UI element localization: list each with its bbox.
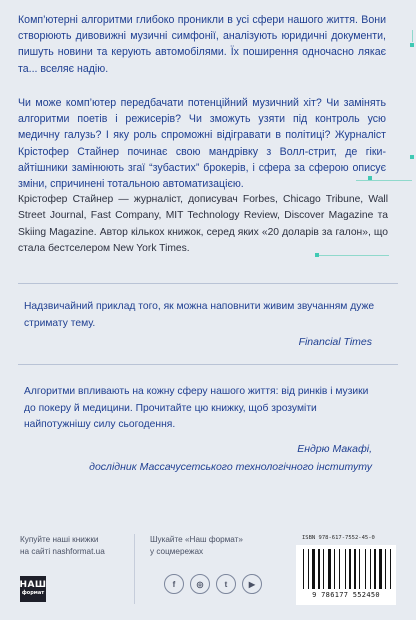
barcode-bar [328, 549, 331, 589]
barcode-bar [323, 549, 324, 589]
barcode-bar [354, 549, 356, 589]
buy-books-line-1: Купуйте наші книжки [20, 535, 99, 544]
social-search-line-2: у соцмережах [150, 547, 204, 556]
intro-paragraph-1: Комп’ютерні алгоритми глибоко проникли в усі сфери нашого життя. Вони створюють дивовижні музичні симфонії, аналізують юридичні документи, пишуть новини та керують автомобілями. Їх поширення одночасно лякає та... вселяє надію. [18, 14, 386, 75]
barcode-bar [308, 549, 309, 589]
divider [18, 283, 398, 284]
divider [18, 364, 398, 365]
footer-separator [134, 534, 135, 604]
publisher-logo-top: НАШ [19, 580, 47, 590]
back-cover-footer [0, 526, 416, 620]
social-icons [164, 574, 262, 594]
author-bio: Крістофер Стайнер — журналіст, дописувач Forbes, Chicago Tribune, Wall Street Journal, Fast Company, MIT Technology Review, Discover Magazine та Skiing Magazine. Автор кількох книжок, серед яких «20 доларів за галон», що стала бестселером New York Times. [18, 194, 388, 254]
review-quote-2: Алгоритми впливають на кожну сферу нашого життя: від ринків і музики до покеру й медицини. Прочитайте цю книжку, щоб зрозуміти найпотужнішу силу сьогодення. [24, 386, 369, 430]
barcode-bar [349, 549, 351, 589]
barcode-bar [370, 549, 371, 589]
isbn-label: ISBN 978-617-7552-45-0 [302, 535, 375, 541]
publisher-logo-bottom: формат [21, 590, 45, 596]
barcode-bar [365, 549, 366, 589]
review-author-name: Ендрю Макафі, [297, 443, 372, 455]
intro-paragraph-2: Чи може комп’ютер передбачати потенційний музичний хіт? Чи замінять алгоритми поетів і режисерів? Чи зможуть узяти під контроль усю медичну галузь? І яку роль спроможні відігравати в політиці? Журналіст Крістофер Стайнер починає свою мандрівку з Волл-стрит, де гіки-айтішники замінюють згаї “зубастих” брокерів, і сфера за сферою описує зміни, спричинені тотальною автоматизацією. [18, 97, 386, 191]
barcode-bar [385, 549, 386, 589]
barcode-bar [374, 549, 376, 589]
barcode-digits: 9 786177 552450 [312, 591, 380, 599]
buy-books-line-2[interactable]: на сайті nashformat.ua [20, 547, 105, 556]
youtube-icon[interactable]: ▶ [242, 574, 262, 594]
isbn-barcode [296, 545, 396, 605]
facebook-icon[interactable]: f [164, 574, 184, 594]
barcode-bar [339, 549, 340, 589]
twitter-icon[interactable]: t [216, 574, 236, 594]
review-attribution-1: Financial Times [298, 336, 372, 348]
barcode-bar [379, 549, 382, 589]
social-search-text [150, 534, 243, 558]
decor-dot [410, 43, 414, 47]
barcode-bar [359, 549, 360, 589]
buy-books-text [20, 534, 105, 558]
barcode-bar [312, 549, 315, 589]
barcode-bar [303, 549, 304, 589]
barcode-bar [318, 549, 320, 589]
decor-dot [410, 155, 414, 159]
publisher-logo [20, 576, 46, 602]
decor-line [412, 30, 413, 42]
barcode-bar [390, 549, 391, 589]
instagram-icon[interactable]: ◎ [190, 574, 210, 594]
review-author-title: дослідник Массачусетського технологічного інституту [89, 460, 372, 473]
review-quote-1: Надзвичайний приклад того, як можна наповнити живим звучанням дуже стримату тему. [24, 301, 375, 329]
review-attribution-2 [89, 441, 372, 476]
barcode-bar [345, 549, 346, 589]
barcode-bars [303, 549, 391, 589]
barcode-bar [334, 549, 335, 589]
social-search-line-1: Шукайте «Наш формат» [150, 535, 243, 544]
